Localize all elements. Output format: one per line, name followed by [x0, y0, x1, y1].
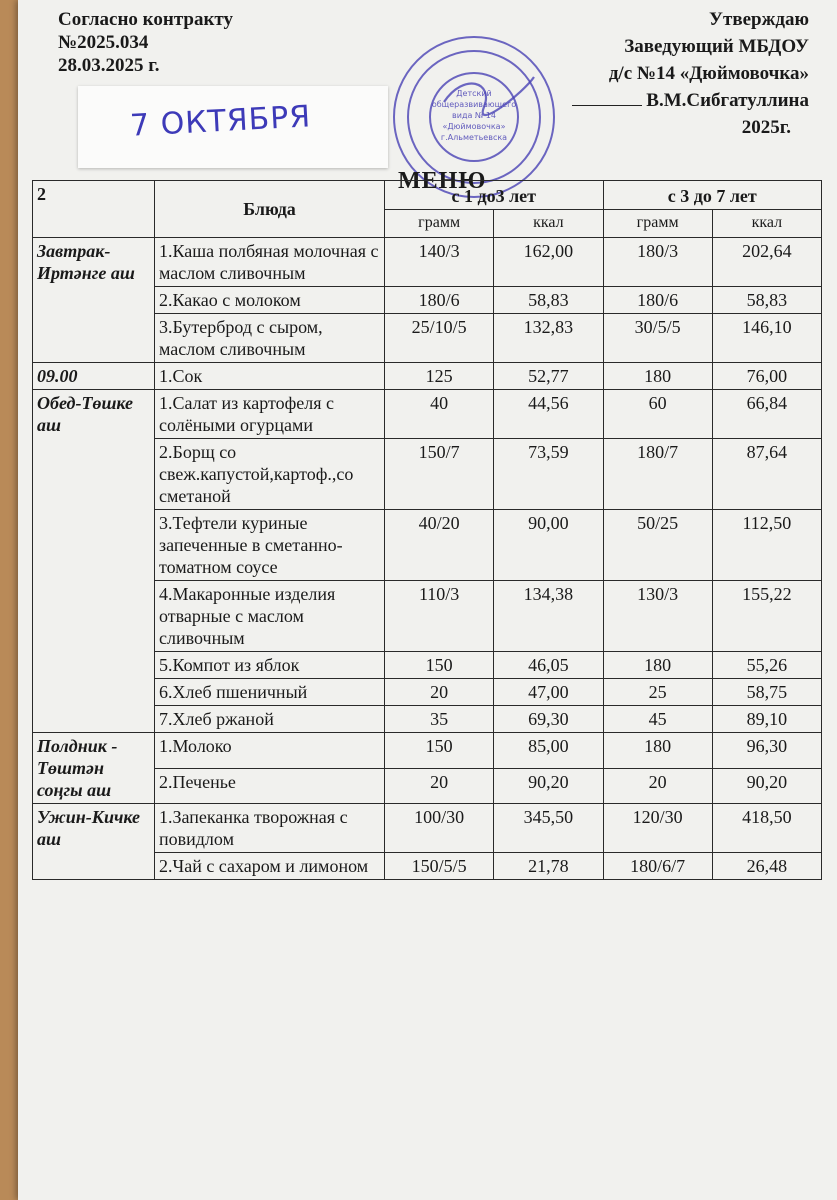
dish-name: 2.Чай с сахаром и лимоном: [155, 853, 385, 880]
kcal-3-7: 202,64: [712, 238, 821, 287]
dish-name: 3.Тефтели куриные запеченные в сметанно-томатном соусе: [155, 510, 385, 581]
contract-date: 28.03.2025 г.: [58, 55, 160, 76]
kcal-1-3: 58,83: [494, 287, 603, 314]
table-row: [33, 238, 822, 287]
kcal-1-3: 134,38: [494, 581, 603, 652]
approval-year: 2025г.: [741, 117, 791, 138]
kcal-3-7: 55,26: [712, 652, 821, 679]
dish-name: 1.Молоко: [155, 733, 385, 769]
grams-1-3: 150/7: [385, 439, 494, 510]
kcal-3-7: 58,75: [712, 679, 821, 706]
grams-1-3: 20: [385, 679, 494, 706]
dish-name: 1.Салат из картофеля с солёными огурцами: [155, 390, 385, 439]
grams-1-3: 150: [385, 652, 494, 679]
dish-name: 1.Запеканка творожная с повидлом: [155, 804, 385, 853]
table-header-row: [33, 181, 822, 210]
kcal-3-7: 155,22: [712, 581, 821, 652]
contract-info: [58, 8, 233, 77]
menu-table: [32, 180, 822, 880]
grams-3-7: 180: [603, 733, 712, 769]
contract-line: Согласно контракту: [58, 9, 233, 30]
grams-1-3: 110/3: [385, 581, 494, 652]
dish-name: 3.Бутерброд с сыром, маслом сливочным: [155, 314, 385, 363]
kcal-3-7: 418,50: [712, 804, 821, 853]
grams-1-3: 20: [385, 768, 494, 804]
grams-3-7: 180: [603, 652, 712, 679]
kcal-1-3: 162,00: [494, 238, 603, 287]
meal-name: Ужин-Кичке аш: [33, 804, 155, 880]
kcal-1-3: 90,20: [494, 768, 603, 804]
dish-name: 2.Борщ со свеж.капустой,картоф.,со сметаной: [155, 439, 385, 510]
grams-3-7: 20: [603, 768, 712, 804]
stamp-text: г.Альметьевска: [440, 133, 508, 142]
dish-name: 2.Какао с молоком: [155, 287, 385, 314]
age-group-header: с 3 до 7 лет: [603, 181, 822, 210]
unit-header: грамм: [385, 209, 494, 238]
grams-1-3: 150: [385, 733, 494, 769]
grams-1-3: 35: [385, 706, 494, 733]
kcal-1-3: 90,00: [494, 510, 603, 581]
grams-3-7: 30/5/5: [603, 314, 712, 363]
dish-name: 5.Компот из яблок: [155, 652, 385, 679]
kcal-3-7: 66,84: [712, 390, 821, 439]
dish-name: 2.Печенье: [155, 768, 385, 804]
grams-3-7: 25: [603, 679, 712, 706]
kcal-1-3: 52,77: [494, 363, 603, 390]
grams-1-3: 40: [385, 390, 494, 439]
dish-name: 1.Каша полбяная молочная с маслом сливочным: [155, 238, 385, 287]
dish-name: 7.Хлеб ржаной: [155, 706, 385, 733]
unit-header: грамм: [603, 209, 712, 238]
table-row: [33, 733, 822, 769]
grams-3-7: 45: [603, 706, 712, 733]
stamp-text: Детский: [456, 89, 492, 98]
kcal-1-3: 69,30: [494, 706, 603, 733]
grams-1-3: 40/20: [385, 510, 494, 581]
dish-name: 6.Хлеб пшеничный: [155, 679, 385, 706]
handwritten-sticky-note: [78, 86, 388, 168]
table-row: [33, 804, 822, 853]
grams-1-3: 125: [385, 363, 494, 390]
kcal-3-7: 76,00: [712, 363, 821, 390]
grams-1-3: 180/6: [385, 287, 494, 314]
approval-word: Утверждаю: [709, 9, 809, 30]
unit-header: ккал: [712, 209, 821, 238]
kcal-1-3: 46,05: [494, 652, 603, 679]
meal-name: Обед-Төшке аш: [33, 390, 155, 733]
meal-name: Завтрак-Иртәнге аш: [33, 238, 155, 363]
grams-3-7: 60: [603, 390, 712, 439]
kcal-1-3: 132,83: [494, 314, 603, 363]
grams-3-7: 50/25: [603, 510, 712, 581]
dish-name: 4.Макаронные изделия отварные с маслом сливочным: [155, 581, 385, 652]
unit-header: ккал: [494, 209, 603, 238]
grams-3-7: 180/7: [603, 439, 712, 510]
approver-position: Заведующий МБДОУ: [624, 36, 809, 57]
kcal-3-7: 146,10: [712, 314, 821, 363]
kcal-1-3: 73,59: [494, 439, 603, 510]
grams-3-7: 180/6: [603, 287, 712, 314]
dish-name: 1.Сок: [155, 363, 385, 390]
meal-name: Полдник - Төштән соңгы аш: [33, 733, 155, 804]
kcal-1-3: 345,50: [494, 804, 603, 853]
grams-3-7: 180/3: [603, 238, 712, 287]
table-row: [33, 390, 822, 439]
kcal-3-7: 58,83: [712, 287, 821, 314]
kcal-1-3: 21,78: [494, 853, 603, 880]
kcal-1-3: 85,00: [494, 733, 603, 769]
grams-1-3: 100/30: [385, 804, 494, 853]
grams-3-7: 180/6/7: [603, 853, 712, 880]
corner-cell: 2: [33, 181, 155, 238]
kcal-3-7: 26,48: [712, 853, 821, 880]
kindergarten-name: д/с №14 «Дюймовочка»: [608, 63, 809, 84]
grams-1-3: 150/5/5: [385, 853, 494, 880]
grams-3-7: 130/3: [603, 581, 712, 652]
grams-1-3: 140/3: [385, 238, 494, 287]
approver-name: В.М.Сибгатуллина: [646, 90, 809, 111]
contract-number: №2025.034: [58, 32, 149, 53]
stamp-text: вида № 14: [452, 111, 496, 120]
kcal-3-7: 96,30: [712, 733, 821, 769]
signature-blank: [572, 105, 642, 106]
age-group-header: с 1 до3 лет: [385, 181, 604, 210]
dish-header: Блюда: [155, 181, 385, 238]
kcal-3-7: 112,50: [712, 510, 821, 581]
meal-name: 09.00: [33, 363, 155, 390]
kcal-3-7: 87,64: [712, 439, 821, 510]
stamp-text: общеразвивающего: [431, 100, 517, 109]
kcal-3-7: 90,20: [712, 768, 821, 804]
document-page: [18, 0, 837, 1200]
handwritten-date: 7 ОКТЯБРЯ: [129, 99, 313, 144]
grams-3-7: 180: [603, 363, 712, 390]
table-row: [33, 363, 822, 390]
menu-title: МЕНЮ: [398, 168, 487, 194]
grams-1-3: 25/10/5: [385, 314, 494, 363]
stamp-text: «Дюймовочка»: [442, 122, 506, 131]
kcal-1-3: 47,00: [494, 679, 603, 706]
grams-3-7: 120/30: [603, 804, 712, 853]
kcal-1-3: 44,56: [494, 390, 603, 439]
kcal-3-7: 89,10: [712, 706, 821, 733]
